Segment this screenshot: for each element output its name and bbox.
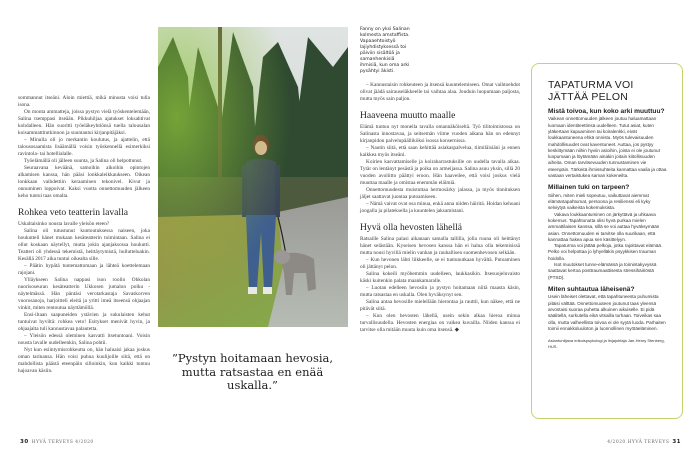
body-paragraph: – Nämä vaivat ovat osa minua, enkä anna niiden häiritä. Hoidan kehoani joogalla ja pilateksella ja kuuntelen jaksamistani. [360, 201, 521, 214]
magazine-issue: 4/2020 HYVÄ TERVEYS [607, 440, 670, 445]
section-heading: Hyvä olla hevosten lähellä [360, 222, 463, 233]
sidebar-box [531, 63, 683, 419]
article-column-left [18, 95, 150, 375]
body-paragraph: – Päätin hypätä tuntemattomaan ja lähteä koettelemaan rajojani. [18, 263, 150, 276]
body-paragraph: – Kannustaisin rohkeuteen ja itsensä kuuntelemiseen. Omat vaihtoehdot olivat jäädä sairauseläkkeelle tai vaihtaa alaa. Jouduin luopumaan paljosta, mutta myös sain paljon. [360, 82, 520, 102]
body-paragraph: Elämä tuntuu nyt monella tavalla omannäköiseltä. Työ tilitoimistossa on Salinasta innostavaa, ja seitsemän viime vuoden aikana hän on edennyt kirjanpidon palvelupäälliköksi isossa konsernissa. [360, 124, 520, 144]
body-paragraph: Koirien kasvattamiselle ja koiraharrastuksille on uudella tavalla aikaa. Tytär on lentänyt pesästä ja poika on armeijassa. Salina asuu yksin, sillä 20 vuoden avoliitto päättyi eroon. Hän haaveilee, että voisi joskus vielä muuttaa maalle ja omistaa enemmän eläimiä. [360, 159, 520, 186]
magazine-issue: HYVÄ TERVEYS 4/2020 [31, 440, 94, 445]
page-number: 30 [20, 439, 29, 445]
body-paragraph: Seuraavana keväänä, samoihin aikoihin opintojen alkamisen kanssa, hän pääsi lonkkaleikkaukseen. Oikean lonkkaan vaihdettiin keraaminen tekonivel. Kivut ja onnuminen loppuivat. Kaksi vuotta onnettomuuden jälkeen keho tuntui taas omalta. [18, 165, 150, 199]
photo-illustration [158, 27, 348, 327]
body-paragraph: – Kun olen hevosten lähellä, usein sekin alkaa hieroa minua turvallisuudella. Hevosten energiaa on vaikea kuvailla. Niiden kanssa ei tarvitse olla mitään muuta kuin oma itsensä. ◆ [360, 313, 520, 333]
sidebar-paragraph: Vakava loukkaantuminen on järkyttävä ja uhkaava kokemus. Tapahtunutta olisi hyvä purkaa mielen ammattilaisen kanssa, sillä se voi auttaa hyväksymään asian. Onnettomuuden ei tarvitse olla suurikaan, että kannattaa hakea apua sen käsittelyyn. [548, 211, 660, 242]
body-paragraph: – Luotan edelleen hevosiin ja pystyn hoitamaan niitä maasta käsin, mutta ratsastaa en uskalla. Olen hyväksynyt sen. [360, 285, 520, 298]
body-paragraph: Onnettomuudesta muistuttaa hermosärky jalassa, ja myös tinnituksen jäljet saattavat juontaa putoamiseen. [360, 187, 520, 200]
photo-woman-with-dog [158, 27, 348, 327]
body-paragraph: – Minulla oli jo merkantin koulutus, ja ajattelin, että talousosaamista lisäämällä voisin työskennellä esimerkiksi ravintola- tai hotellialalle. [18, 137, 150, 157]
body-paragraph: Ensi-iltaan saapuneiden ystävien ja sukulaisten kehut tuntuivat hyviltä: rohkea veto! Esitykset menivät hyvin, ja ohjaajalta tuli kannustavaa palautetta. [18, 312, 150, 332]
body-paragraph: Työelämällä oli jälleen suunta, ja Salina oli helpottunut. [24, 158, 143, 164]
body-paragraph: – Nautin siitä, että saan kehittää asiakaspalvelua, tiimiläisiäni ja ennen kaikkea myös itseäni. [360, 145, 520, 158]
body-paragraph: Salina oli tutustunut kuntoutuksessa naiseen, joka houkutteli hänet mukaan kesäteatterin toimintaan. Salina ei ollut koskaan näytellyt, mutta jokin ajanjaksossa houkutti. Teatteri oli yhdessä tekemistä, heittäytymistä, hullutteluakin. Kesällä 2017 aika tuntui oikealta sille. [18, 228, 150, 262]
sidebar-paragraph: Vaikean onnettomuuden jälkeen joutuu haluamattaan luomaan identiteettinsä uudelleen. Tutut asiat, kuten yläkertaan kapuaminen tai koiralenkki, eivät loukkaantuneena ehkä onnistu. Myös tulevaisuuden mahdollisuudet ovat kaventuneet. Auttaa, jos pystyy keskittymään niihin hyviin asioihin, joista ei ole joutunut luopumaan ja löytämään ainakin joitain kiitollisuuden aiheita. Oman tarvitsevuuden tunnustaminen vie eteenpäin. Tärkeitä ihmissuhteita kannattaa vaalia ja ottaa vastaan vertaistukea saman kokeneilta. [548, 116, 667, 179]
sidebar-subheading: Millainen tuki on tarpeen? [548, 184, 630, 192]
sidebar-source: Asiantuntijana erikoispsykologi ja linjajohtaja Jan-Henry Stenberg, HUS. [548, 338, 665, 349]
article-column-right [360, 82, 520, 334]
sidebar-paragraph: Isot muutokset tunne-elämässä ja toimintakyvyssä saattavat kertoa posttraumaattisesta stressihäiriöstä (PTSD). [548, 262, 657, 280]
section-heading: Haaveena muutto maalle [360, 110, 456, 121]
body-paragraph: – Yleisön edessä oleminen kasvatti itsetuntoani. Voisin nousta lavalle uudelleenkin, Salina pohtii. [18, 333, 150, 346]
body-paragraph: Ylläykseen Salina nappasi ison roolin Ohkolan nuorisoseuran kesäteatterin Ukkosen jumalon polku -näytelmässä. Hän päntäsi verotarkastaja Savaskorven vuorosanoja, harjoitteli eleitä ja yritti imeä itseensä ohjaajan vinkit, miten rentoutua näyttämöllä. [18, 277, 150, 311]
page-footer-right [607, 439, 684, 445]
section-heading: Rohkea veto teatterin lavalla [18, 207, 129, 218]
page-footer-left [17, 439, 94, 445]
body-paragraph: Nyt kun esiintymisrohkeutta on, hän haluaisi jakaa joskus oman tarinansa. Hän voisi puhua kuulijoille siitä, että on mahdollista päästä eteenpäin silloinkin, kun kaikki tuntuu hajoavan käsiin. [18, 347, 150, 374]
body-paragraph: sommannut itseäni. Aloin miettiä, mikä minusta voisi tulla isona. [18, 95, 150, 108]
sidebar-paragraph: Usein läheiset olettavat, että tapahtuneesta puhumista pitäisi välttää. Onnettomuuteen joutunut taas yleensä arvostaisi suoraa puhetta alkuinen aikuiselle. Ei pidä säälitellä, surkutella eikä vitsailla turhaan. Toiveikas saa olla, mutta valheellista toivoa ei ole syytä luoda. Parhaiten toimii ennakkoluuloton ja luonnollinen myötäeläminen. [548, 294, 666, 331]
sidebar-paragraph: Siihen, miten mieli sopeutuu, vaikuttavat aiemmat elämäntapahtumat, persoona ja resilienssi eli kyky selviytyä vaikeista kokemuksista. [548, 192, 651, 211]
body-paragraph: On monta ammatteja, joissa pystyn vielä työskentelemään, Salina tsemppasi itseään. Pikkuhiljaa ajatukset loksahtivat kohdalleen. Hän suoritti työeläkeyhtiönsä tuella talousalan koisammattitutkinnon ja suuntautui kirjanpitäjäksi. [18, 109, 150, 136]
sidebar-subheading: Mistä toivoa, kun koko arki muuttuu? [548, 108, 665, 115]
body-paragraph: Uskaltaisinko nousta lavalle yleisön eteen? [18, 221, 110, 227]
sidebar-title: TAPATURMA VOI JÄTTÄÄ PELON [548, 79, 634, 103]
sidebar-paragraph: Tapaturma voi jättää pelkoja, jotka rajoittavat elämää. Pelko voi helpottaa jo lyhyelläkin psyykkisen trauman hoidolla. [548, 243, 663, 261]
body-paragraph: – Kun hevonen lähti liikkeelle, se ei tuntunutkaan hyvältä. Putoaminen oli jättänyt pelon. [360, 257, 520, 270]
body-paragraph: Salina antaa hevosille mielellään hierontaa ja rauttii, kun näkee, että ne pitävät siitä. [360, 299, 520, 312]
body-paragraph: Salina kokeili myöhemmin uudelleen, laukkasikin. Itsesuojeluvaisto käski kuitenkin palata maankamaralle. [360, 271, 520, 284]
photo-caption: Fanny on yksi Salinan kolmesta amstaffista. Vapaaehtoistyö lajiyhdistyksessä toi päiviin sisältöä ja samanhenkisiä ihmisiä, kun oma arki pysähtyi äkisti. [360, 27, 410, 74]
sidebar-subheading: Miten suhtautua läheisenä? [548, 285, 635, 293]
pull-quote: ”Pystyn hoitamaan hevosia, mutta ratsastaa en enää uskalla.” [171, 351, 334, 392]
page-number: 31 [672, 439, 681, 445]
body-paragraph: Ratsaille Salina palasi aikanaan samalla tallilla, jolla ruuna oli heittänyt hänet selästään. Kyseisen hevosen kanssa hän ei halua olla tekemisissä mutta nousi hyvillä mielin vanhan ja rauhallisen suomenhevosen selkään. [360, 236, 520, 256]
